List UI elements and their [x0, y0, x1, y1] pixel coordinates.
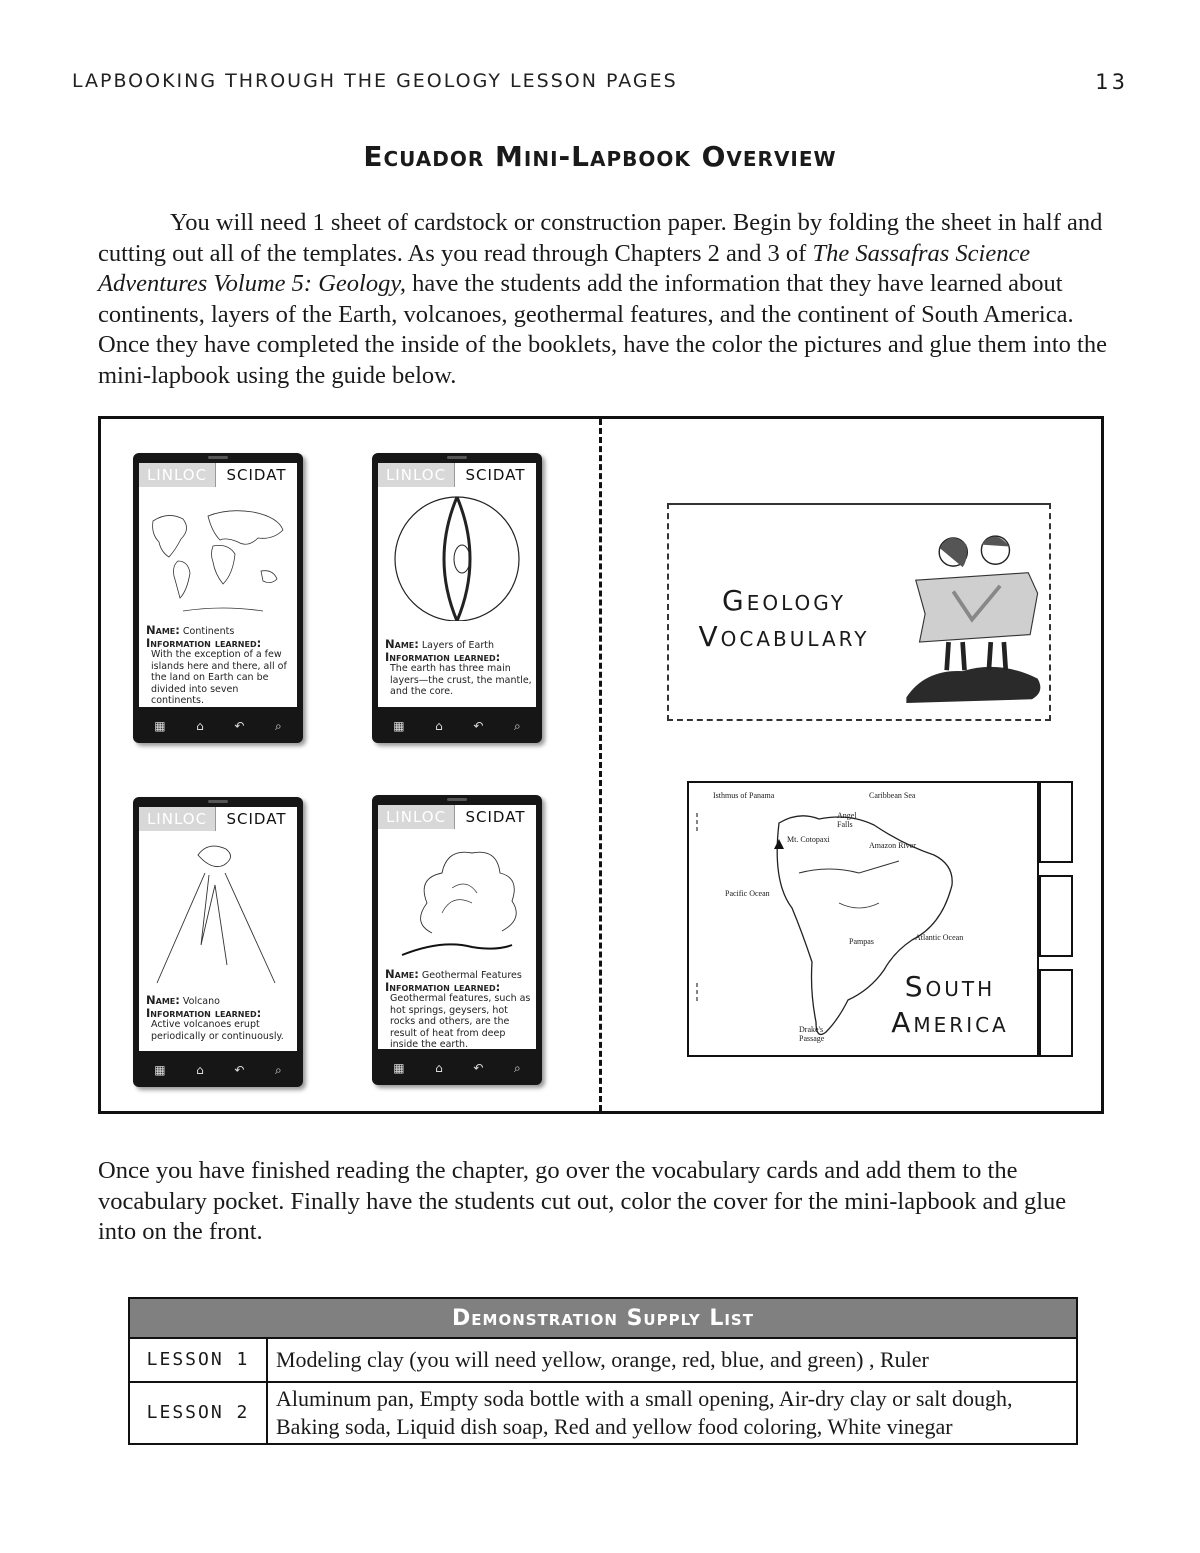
back-icon: ↶	[234, 719, 245, 733]
card-info: With the exception of a few islands here and there, all of the land on Earth can be divided into seven continents.	[151, 649, 287, 706]
intro-paragraph: You will need 1 sheet of cardstock or construction paper. Begin by folding the sheet in half and cutting out all of the templates. As you read through Chapters 2 and 3 of The Sassafras Science Adventures Volume 5: Geology, have the students add the information that they have learned about continents, layers of the Earth, volcanoes, geothermal features, and the continent of South America. Once they have completed the inside of the booklets, have the color the pictures and glue them into the mini-lapbook using the guide below.	[98, 209, 1107, 389]
card-tab-linloc: LINLOC	[139, 807, 215, 831]
card-nav-bar	[139, 1059, 297, 1081]
booklet-flap	[1039, 781, 1073, 863]
volcano-image	[143, 835, 293, 985]
card-name: Continents	[182, 626, 235, 637]
back-icon: ↶	[473, 1061, 484, 1075]
map-label: Atlantic Ocean	[915, 933, 964, 942]
book-title: The Sassafras Science Adventures Volume 5: Geology,	[98, 239, 1031, 297]
card-name: Layers of Earth	[421, 640, 494, 651]
world-map-image	[143, 491, 293, 621]
card-tab-scidat: SCIDAT	[454, 805, 536, 829]
map-label: Drake's Passage	[799, 1025, 825, 1043]
south-america-title: South America	[891, 970, 1009, 1039]
map-label: Pampas	[849, 937, 874, 946]
table-row	[129, 1338, 1077, 1382]
home-icon: ⌂	[435, 719, 443, 733]
closing-paragraph: Once you have finished reading the chapter, go over the vocabulary cards and add them to the vocabulary pocket. Finally have the students cut out, color the cover for the mini-lapbook and glue into on the front.	[98, 1157, 1067, 1245]
south-america-booklet	[687, 781, 1039, 1057]
map-label: Isthmus of Panama	[713, 791, 775, 800]
map-label: Mt. Cotopaxi	[787, 835, 830, 844]
supply-list-heading: Demonstration Supply List	[129, 1298, 1077, 1338]
card-info: Geothermal features, such as hot springs, geysers, hot rocks and others, are the result of heat from deep inside the earth.	[390, 993, 531, 1049]
search-icon: ⌕	[274, 718, 282, 733]
card-info: Active volcanoes erupt periodically or continuously.	[151, 1019, 284, 1042]
page-title: Ecuador Mini-Lapbook Overview	[363, 140, 837, 173]
map-label: Amazon River	[869, 841, 916, 850]
back-icon: ↶	[234, 1063, 245, 1077]
search-icon: ⌕	[274, 1062, 282, 1077]
home-icon: ⌂	[196, 1063, 204, 1077]
card-nav-bar	[378, 715, 536, 737]
card-info: The earth has three main layers—the crust, the mantle, and the core.	[390, 663, 532, 697]
search-icon: ⌕	[513, 1060, 521, 1075]
booklet-flap	[1039, 875, 1073, 957]
search-icon: ⌕	[513, 718, 521, 733]
lesson-supplies: Modeling clay (you will need yellow, orange, red, blue, and green) , Ruler	[267, 1338, 1077, 1382]
card-name: Volcano	[182, 996, 220, 1007]
grid-icon: ▦	[393, 719, 405, 733]
vocabulary-pocket-title: Geology Vocabulary	[698, 584, 870, 653]
map-label: Caribbean Sea	[869, 791, 916, 800]
card-layers-of-earth: LINLOC SCIDAT Name: Layers of Earth Information learned: The earth has three main layers—the crust, the mantle, and the core. ▦ ⌂ ↶ ⌕	[372, 453, 542, 743]
explorers-illustration	[897, 509, 1047, 717]
card-nav-bar	[378, 1057, 536, 1079]
grid-icon: ▦	[154, 719, 166, 733]
map-label: Angel Falls	[837, 811, 857, 829]
fold-line	[599, 419, 602, 1111]
home-icon: ⌂	[435, 1061, 443, 1075]
lapbook-diagram	[98, 416, 1104, 1114]
grid-icon: ▦	[154, 1063, 166, 1077]
card-nav-bar	[139, 715, 297, 737]
back-icon: ↶	[473, 719, 484, 733]
card-tab-scidat: SCIDAT	[454, 463, 536, 487]
lesson-label: LESSON 2	[129, 1382, 267, 1444]
lesson-supplies: Aluminum pan, Empty soda bottle with a small opening, Air-dry clay or salt dough, Baking soda, Liquid dish soap, Red and yellow food coloring, White vinegar	[267, 1382, 1077, 1444]
card-tab-linloc: LINLOC	[378, 463, 454, 487]
card-name: Geothermal Features	[421, 970, 522, 981]
booklet-flap	[1039, 969, 1073, 1057]
grid-icon: ▦	[393, 1061, 405, 1075]
card-tab-linloc: LINLOC	[139, 463, 215, 487]
card-tab-scidat: SCIDAT	[215, 463, 297, 487]
earth-layers-image	[382, 491, 532, 621]
card-geothermal-features: LINLOC SCIDAT Name: Geothermal Features Information learned: Geothermal features, such as hot springs, geysers, hot rocks and others, are the result of heat from deep inside the earth. ▦ ⌂ ↶ ⌕	[372, 795, 542, 1085]
page-number: 13	[1095, 70, 1128, 94]
vocabulary-pocket	[667, 503, 1051, 721]
running-header: LAPBOOKING THROUGH THE GEOLOGY LESSON PAGES	[72, 70, 678, 92]
home-icon: ⌂	[196, 719, 204, 733]
map-label: Pacific Ocean	[725, 889, 770, 898]
lesson-label: LESSON 1	[129, 1338, 267, 1382]
card-volcano: LINLOC SCIDAT Name: Volcano Information learned: Active volcanoes erupt periodically or continuously. ▦ ⌂ ↶ ⌕	[133, 797, 303, 1087]
supply-list-table	[128, 1297, 1078, 1445]
geyser-image	[382, 833, 532, 963]
card-tab-linloc: LINLOC	[378, 805, 454, 829]
card-tab-scidat: SCIDAT	[215, 807, 297, 831]
card-continents: LINLOC SCIDAT Name: Continents Information learned: With the exception of a few islands here and there, all of the land on Earth can be divided into seven continents. ▦ ⌂ ↶ ⌕	[133, 453, 303, 743]
table-row	[129, 1382, 1077, 1444]
